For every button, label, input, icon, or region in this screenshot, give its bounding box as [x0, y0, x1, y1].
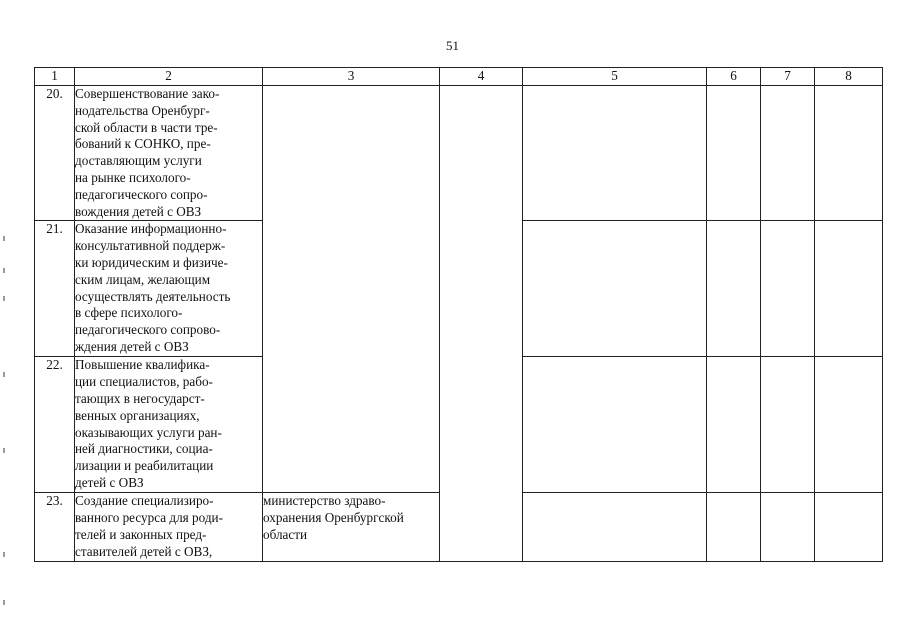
empty-cell-col5	[523, 86, 707, 221]
scan-mark	[3, 268, 5, 273]
scan-mark	[3, 552, 5, 557]
measure-text-line: ванного ресурса для роди-	[75, 510, 224, 526]
column-header: 4	[440, 68, 523, 86]
column-header: 7	[761, 68, 815, 86]
column-header: 5	[523, 68, 707, 86]
measure-text-line: доставляющим услуги	[75, 153, 202, 169]
measure-text-line: педагогического сопро-	[75, 186, 208, 202]
empty-cell-col7	[761, 86, 815, 221]
scan-mark	[3, 296, 5, 301]
measure-name-cell	[75, 86, 263, 221]
scan-mark	[3, 372, 5, 377]
measure-text-line: ждения детей с ОВЗ	[75, 338, 189, 354]
responsible-text-line: области	[263, 526, 308, 542]
measure-text-line: Повышение квалифика-	[75, 357, 210, 373]
empty-cell-col6	[707, 493, 761, 562]
column-header: 2	[75, 68, 263, 86]
measure-text-line: нодательства Оренбург-	[75, 102, 210, 118]
measure-text-line: ставителей детей с ОВЗ,	[75, 543, 213, 559]
measure-text-line: оказывающих услуги ран-	[75, 424, 222, 440]
scan-mark	[3, 600, 5, 605]
empty-cell-col4	[440, 86, 523, 562]
empty-cell-col7	[761, 493, 815, 562]
measure-text-line: в сфере психолого-	[75, 305, 183, 321]
measure-text-line: лизации и реабилитации	[75, 458, 214, 474]
measure-text-line: детей с ОВЗ	[75, 474, 144, 490]
column-header: 8	[815, 68, 883, 86]
empty-cell-col6	[707, 86, 761, 221]
row-number: 22.	[35, 357, 75, 493]
measure-text-line: Совершенствование зако-	[75, 86, 220, 101]
empty-cell-col8	[815, 493, 883, 562]
empty-cell-col6	[707, 221, 761, 357]
empty-cell-col5	[523, 357, 707, 493]
measure-text-line: телей и законных пред-	[75, 526, 207, 542]
plan-table	[34, 67, 883, 562]
header-row	[35, 68, 883, 86]
measure-name-cell	[75, 493, 263, 562]
empty-cell-col8	[815, 86, 883, 221]
column-header: 6	[707, 68, 761, 86]
empty-cell-col5	[523, 221, 707, 357]
measure-text-line: ней диагностики, социа-	[75, 441, 213, 457]
empty-cell-col8	[815, 221, 883, 357]
empty-cell-col6	[707, 357, 761, 493]
measure-text-line: на рынке психолого-	[75, 169, 191, 185]
measure-text-line: консультативной поддерж-	[75, 238, 226, 254]
row-number: 23.	[35, 493, 75, 562]
measure-name-cell	[75, 221, 263, 357]
row-number: 21.	[35, 221, 75, 357]
row-number: 20.	[35, 86, 75, 221]
scan-mark	[3, 236, 5, 241]
measure-text-line: Создание специализиро-	[75, 493, 214, 509]
measure-text-line: ским лицам, желающим	[75, 271, 211, 287]
measure-text-line: бований к СОНКО, пре-	[75, 136, 211, 152]
empty-cell-col5	[523, 493, 707, 562]
measure-text-line: ской области в части тре-	[75, 119, 218, 135]
column-header: 3	[263, 68, 440, 86]
scan-margin-marks	[3, 0, 5, 640]
measure-text-line: тающих в негосударст-	[75, 390, 205, 406]
page-number: 51	[446, 38, 459, 53]
responsible-cell	[263, 493, 440, 562]
measure-name-cell	[75, 357, 263, 493]
measure-text-line: ции специалистов, рабо-	[75, 374, 213, 390]
column-header: 1	[35, 68, 75, 86]
responsible-cell	[263, 86, 440, 493]
measure-text-line: осуществлять деятельность	[75, 288, 231, 304]
measure-text-line: венных организациях,	[75, 407, 200, 423]
measure-text-line: Оказание информационно-	[75, 221, 227, 237]
empty-cell-col8	[815, 357, 883, 493]
responsible-text-line: министерство здраво-	[263, 493, 386, 509]
empty-cell-col7	[761, 221, 815, 357]
responsible-text-line: охранения Оренбургской	[263, 510, 404, 526]
measure-text-line: вождения детей с ОВЗ	[75, 203, 202, 219]
empty-cell-col7	[761, 357, 815, 493]
measure-text-line: педагогического сопрово-	[75, 322, 221, 338]
measure-text-line: ки юридическим и физиче-	[75, 254, 228, 270]
table-row	[35, 86, 883, 221]
scan-mark	[3, 448, 5, 453]
